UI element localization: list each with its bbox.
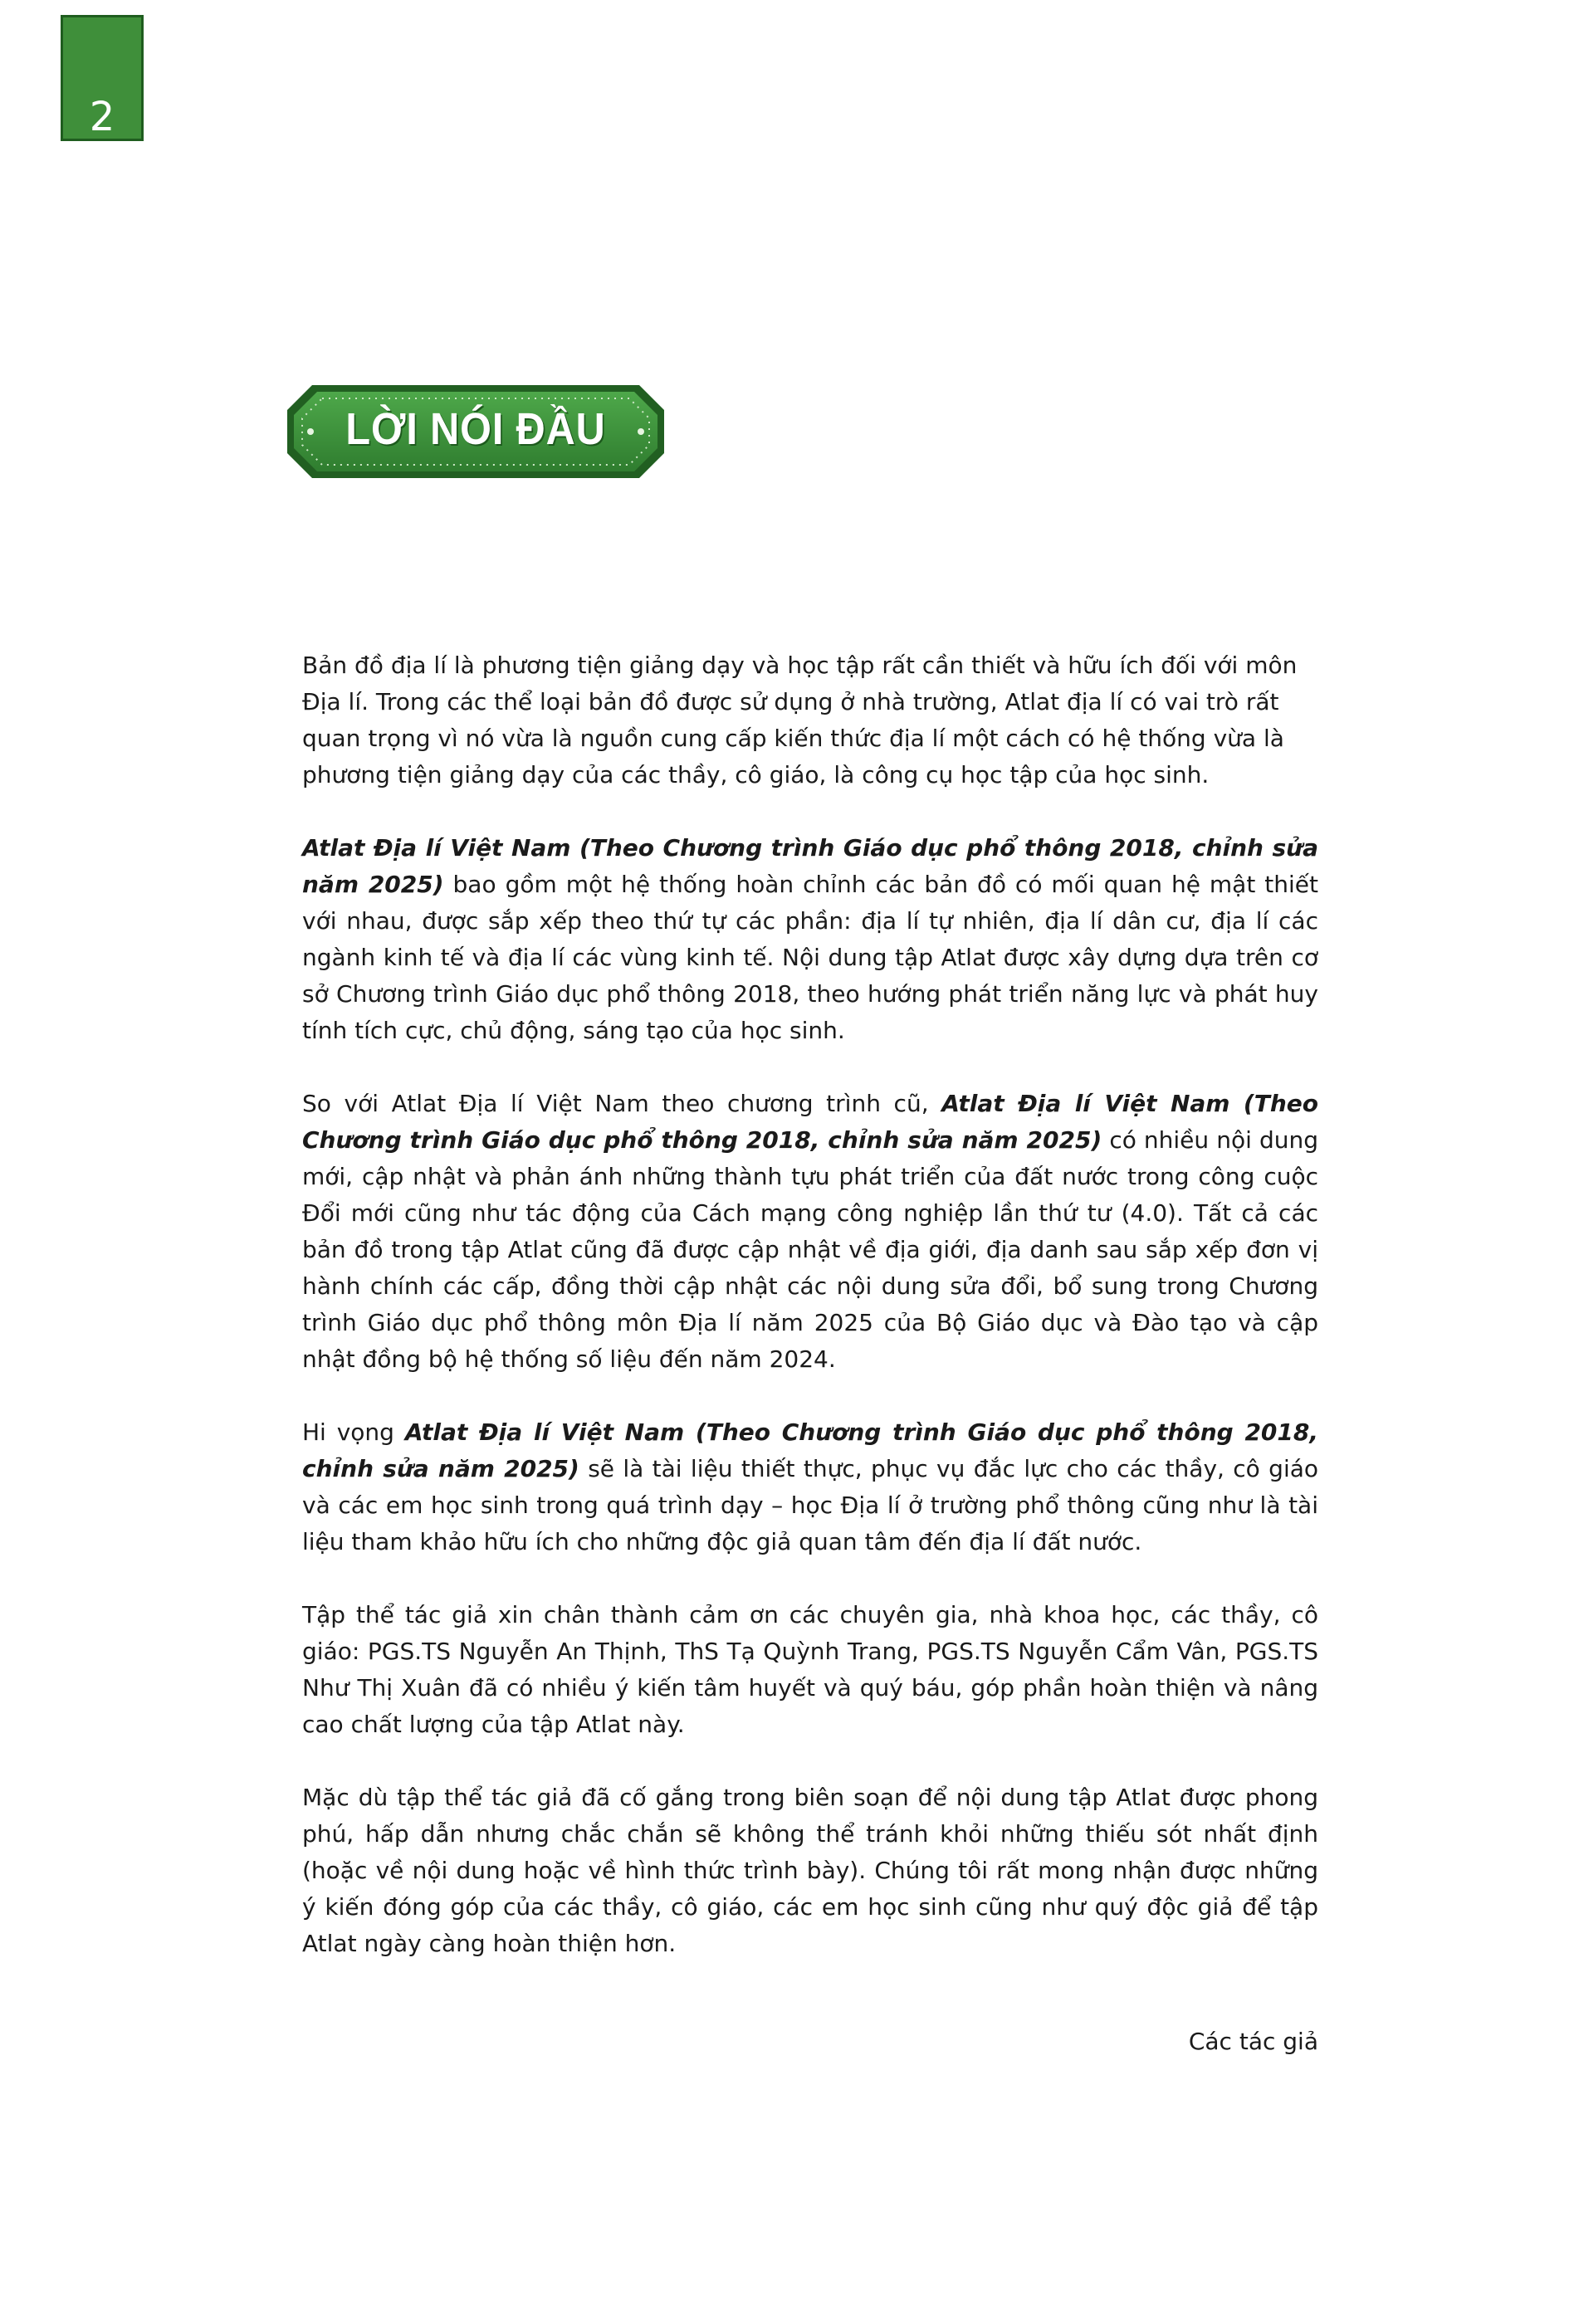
page-title: LỜI NÓI ĐẦU	[345, 404, 606, 454]
paragraph-4	[302, 1414, 1318, 1560]
page-number: 2	[89, 94, 115, 140]
paragraph-3-text: có nhiều nội dung mới, cập nhật và phản ánh những thành tựu phát triển của đất nước trong công cuộc Đổi mới cũng như tác động của Cách mạng công nghiệp lần thứ tư (4.0). Tất cả các bản đồ trong tập Atlat cũng đã được cập nhật về địa giới, địa danh sau sắp xếp đơn vị hành chính các cấp, đồng thời cập nhật các nội dung sửa đổi, bổ sung trong Chương trình Giáo dục phổ thông môn Địa lí năm 2025 của Bộ Giáo dục và Đào tạo và cập nhật đồng bộ hệ thống số liệu đến năm 2024.	[302, 1126, 1318, 1373]
paragraph-4-lead: Hi vọng	[302, 1418, 405, 1446]
paragraph-4-text: sẽ là tài liệu thiết thực, phục vụ đắc lực cho các thầy, cô giáo và các em học sinh trong quá trình dạy – học Địa lí ở trường phổ thông cũng như là tài liệu tham khảo hữu ích cho những độc giả quan tâm đến địa lí đất nước.	[302, 1455, 1319, 1555]
paragraph-2	[302, 830, 1318, 1049]
paragraph-3	[302, 1086, 1318, 1378]
atlas-title-emphasis: Atlat Địa lí Việt Nam (Theo Chương trình Giáo dục phổ thông 2018, chỉnh sửa năm 2025)	[302, 834, 1318, 898]
paragraph-6: Mặc dù tập thể tác giả đã cố gắng trong biên soạn để nội dung tập Atlat được phong phú, hấp dẫn nhưng chắc chắn sẽ không thể tránh khỏi những thiếu sót nhất định (hoặc về nội dung hoặc về hình thức trình bày). Chúng tôi rất mong nhận được những ý kiến đóng góp của các thầy, cô giáo, các em học sinh cũng như quý độc giả để tập Atlat ngày càng hoàn thiện hơn.	[302, 1784, 1318, 1957]
paragraph-5: Tập thể tác giả xin chân thành cảm ơn các chuyên gia, nhà khoa học, các thầy, cô giáo: PGS.TS Nguyễn An Thịnh, ThS Tạ Quỳnh Trang, PGS.TS Nguyễn Cẩm Vân, PGS.TS Như Thị Xuân đã có nhiều ý kiến tâm huyết và quý báu, góp phần hoàn thiện và nâng cao chất lượng của tập Atlat này.	[302, 1601, 1318, 1738]
atlas-title-emphasis: Atlat Địa lí Việt Nam (Theo Chương trình Giáo dục phổ thông 2018, chỉnh sửa năm 2025)	[302, 1090, 1318, 1154]
page-number-box	[61, 15, 144, 141]
paragraph-3-lead: So với Atlat Địa lí Việt Nam theo chương trình cũ,	[302, 1090, 942, 1117]
paragraph-1: Bản đồ địa lí là phương tiện giảng dạy và học tập rất cần thiết và hữu ích đối với môn Địa lí. Trong các thể loại bản đồ được sử dụng ở nhà trường, Atlat địa lí có vai trò rất quan trọng vì nó vừa là nguồn cung cấp kiến thức địa lí một cách có hệ thống vừa là phương tiện giảng dạy của các thầy, cô giáo, là công cụ học tập của học sinh.	[302, 652, 1298, 788]
atlas-title-emphasis: Atlat Địa lí Việt Nam (Theo Chương trình Giáo dục phổ thông 2018, chỉnh sửa năm 2025)	[302, 1418, 1319, 1482]
signature: Các tác giả	[1188, 2028, 1318, 2055]
paragraph-2-text: bao gồm một hệ thống hoàn chỉnh các bản đồ có mối quan hệ mật thiết với nhau, được sắp xếp theo thứ tự các phần: địa lí tự nhiên, địa lí dân cư, địa lí các ngành kinh tế và địa lí các vùng kinh tế. Nội dung tập Atlat được xây dựng dựa trên cơ sở Chương trình Giáo dục phổ thông 2018, theo hướng phát triển năng lực và phát huy tính tích cực, chủ động, sáng tạo của học sinh.	[302, 871, 1318, 1044]
preface-body	[302, 647, 1318, 1999]
heading-banner	[284, 382, 667, 481]
